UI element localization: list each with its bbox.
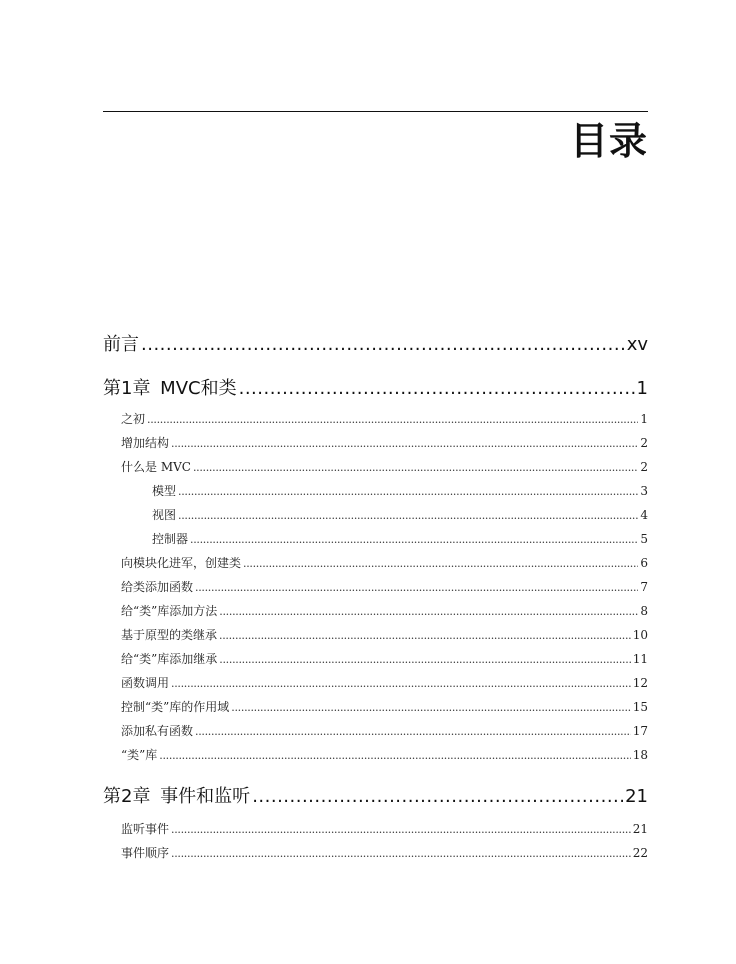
dot-leader [141, 331, 625, 359]
table-of-contents [103, 331, 648, 865]
dot-leader [147, 408, 638, 432]
toc-page-number: 21 [625, 786, 648, 807]
dot-leader [219, 624, 631, 648]
toc-entry-section[interactable] [103, 647, 648, 671]
toc-entry-section[interactable] [103, 695, 648, 719]
toc-page-number: 1 [636, 378, 648, 399]
dot-leader [171, 842, 631, 866]
dot-leader [171, 432, 638, 456]
toc-page-number: xv [626, 334, 648, 355]
page-title: 目录 [569, 119, 648, 163]
toc-entry-section[interactable] [103, 407, 648, 431]
toc-entry-label: 事件顺序 [121, 846, 170, 860]
toc-entry-section[interactable] [103, 455, 648, 479]
dot-leader [195, 720, 631, 744]
toc-entry-section[interactable] [103, 599, 648, 623]
toc-page-number: 1 [640, 412, 648, 426]
dot-leader [171, 818, 631, 842]
toc-page-number: 17 [632, 724, 648, 738]
toc-entry-section[interactable] [103, 743, 648, 767]
dot-leader [239, 375, 635, 403]
dot-leader [231, 696, 630, 720]
toc-page-number: 2 [640, 460, 648, 474]
toc-entry-label: 给类添加函数 [121, 580, 194, 594]
toc-entry-label: 向模块化进军，创建类 [121, 556, 242, 570]
toc-page-number: 6 [640, 556, 648, 570]
toc-entry-section[interactable] [103, 551, 648, 575]
toc-entry-label: 控制“类”库的作用域 [121, 700, 230, 714]
toc-page-number: 10 [632, 628, 648, 642]
dot-leader [193, 456, 638, 480]
toc-entry-subsection[interactable] [103, 479, 648, 503]
dot-leader [171, 672, 631, 696]
toc-page-number: 7 [640, 580, 648, 594]
toc-entry-label: “类”库 [121, 748, 158, 762]
toc-page-number: 8 [640, 604, 648, 618]
toc-page-number: 11 [632, 652, 648, 666]
toc-entry-label: 函数调用 [121, 676, 170, 690]
toc-entry-preface[interactable] [103, 331, 648, 359]
dot-leader [252, 783, 623, 811]
toc-entry-section[interactable] [103, 841, 648, 865]
dot-leader [190, 528, 638, 552]
toc-entry-label: 给“类”库添加继承 [121, 652, 218, 666]
dot-leader [178, 480, 638, 504]
toc-entry-label: 添加私有函数 [121, 724, 194, 738]
toc-entry-label: 第2章 事件和监听 [103, 786, 251, 807]
toc-entry-chapter-2[interactable] [103, 783, 648, 811]
toc-entry-label: 模型 [152, 484, 177, 498]
dot-leader [178, 504, 638, 528]
toc-entry-label: 什么是 MVC [121, 460, 191, 474]
toc-entry-label: 基于原型的类继承 [121, 628, 218, 642]
toc-entry-label: 增加结构 [121, 436, 170, 450]
toc-entry-label: 监听事件 [121, 822, 170, 836]
toc-entry-label: 前言 [103, 334, 139, 355]
toc-entry-label: 视图 [152, 508, 177, 522]
toc-page-number: 22 [632, 846, 648, 860]
dot-leader [219, 600, 638, 624]
toc-entry-label: 第1章 MVC和类 [103, 378, 237, 399]
toc-entry-subsection[interactable] [103, 503, 648, 527]
toc-entry-chapter-1[interactable] [103, 375, 648, 403]
toc-entry-section[interactable] [103, 719, 648, 743]
toc-entry-section[interactable] [103, 431, 648, 455]
toc-page-number: 4 [640, 508, 648, 522]
dot-leader [219, 648, 630, 672]
dot-leader [195, 576, 638, 600]
dot-leader [243, 552, 638, 576]
toc-page-number: 12 [632, 676, 648, 690]
toc-entry-subsection[interactable] [103, 527, 648, 551]
toc-entry-label: 控制器 [152, 532, 189, 546]
toc-entry-section[interactable] [103, 623, 648, 647]
toc-entry-section[interactable] [103, 575, 648, 599]
dot-leader [159, 744, 630, 768]
toc-entry-label: 给“类”库添加方法 [121, 604, 218, 618]
toc-page-number: 5 [640, 532, 648, 546]
header-rule [103, 111, 648, 112]
toc-entry-section[interactable] [103, 671, 648, 695]
toc-page-number: 18 [632, 748, 648, 762]
toc-page-number: 21 [632, 822, 648, 836]
toc-page-number: 15 [632, 700, 648, 714]
toc-page-number: 3 [640, 484, 648, 498]
toc-page-number: 2 [640, 436, 648, 450]
toc-entry-label: 之初 [121, 412, 146, 426]
toc-entry-section[interactable] [103, 817, 648, 841]
